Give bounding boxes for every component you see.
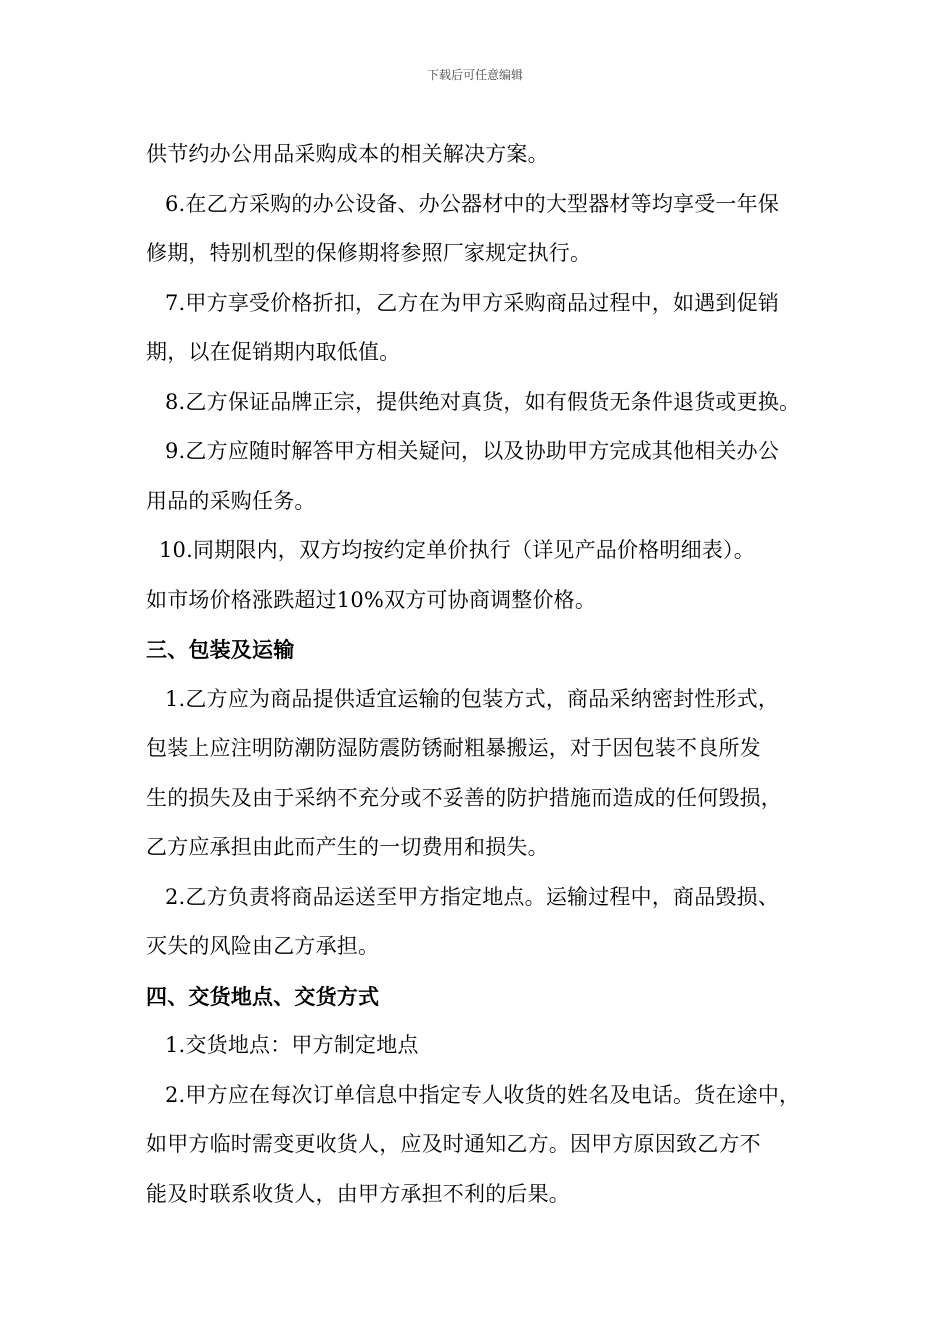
page-header: 下载后可任意编辑 (426, 68, 523, 82)
paragraph-line: 包装上应注明防潮防湿防震防锈耐粗暴搬运，对于因包装不良所发 (146, 736, 761, 760)
paragraph-line: 生的损失及由于采纳不充分或不妥善的防护措施而造成的任何毁损， (146, 785, 782, 810)
section-heading: 四、交货地点、交货方式 (146, 983, 380, 1009)
document-body (146, 130, 826, 1219)
paragraph-line: 1.交货地点：甲方制定地点 (165, 1033, 419, 1057)
paragraph-line: 期，以在促销期内取低值。 (146, 340, 401, 364)
paragraph-line: 8.乙方保证品牌正宗，提供绝对真货，如有假货无条件退货或更换。 (165, 389, 801, 414)
paragraph-line: 用品的采购任务。 (146, 488, 316, 513)
paragraph-line: 如甲方临时需变更收货人，应及时通知乙方。因甲方原因致乙方不 (146, 1132, 761, 1156)
paragraph-line: 2.甲方应在每次订单信息中指定专人收货的姓名及电话。货在途中， (165, 1082, 801, 1107)
paragraph-line: 7.甲方享受价格折扣，乙方在为甲方采购商品过程中，如遇到促销 (165, 290, 780, 315)
paragraph-line: 供节约办公用品采购成本的相关解决方案。 (146, 142, 549, 166)
paragraph-line: 2.乙方负责将商品运送至甲方指定地点。运输过程中，商品毁损、 (165, 884, 780, 909)
paragraph-line: 灭失的风险由乙方承担。 (146, 934, 380, 958)
paragraph-line: 能及时联系收货人，由甲方承担不利的后果。 (146, 1181, 570, 1206)
paragraph-line: 乙方应承担由此而产生的一切费用和损失。 (146, 835, 549, 859)
paragraph-line: 1.乙方应为商品提供适宜运输的包装方式，商品采纳密封性形式， (165, 686, 780, 711)
paragraph-line: 如市场价格涨跌超过10%双方可协商调整价格。 (146, 587, 597, 612)
paragraph-line: 9.乙方应随时解答甲方相关疑问，以及协助甲方完成其他相关办公 (165, 439, 780, 463)
paragraph-line: 6.在乙方采购的办公设备、办公器材中的大型器材等均享受一年保 (165, 191, 780, 216)
paragraph-line: 10.同期限内，双方均按约定单价执行（详见产品价格明细表）。 (159, 538, 755, 562)
paragraph-line: 修期，特别机型的保修期将参照厂家规定执行。 (146, 241, 592, 265)
section-heading: 三、包装及运输 (146, 637, 295, 662)
